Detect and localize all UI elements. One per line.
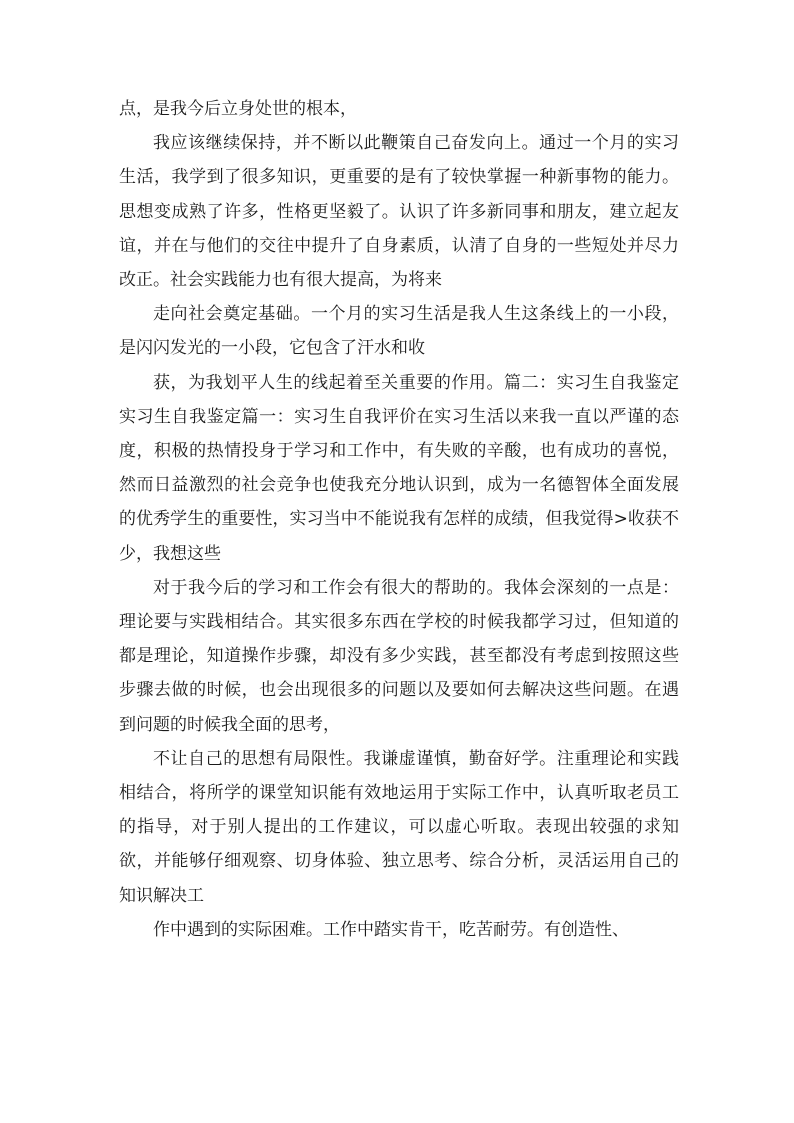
paragraph-6: 不让自己的思想有局限性。我谦虚谨慎，勤奋好学。注重理论和实践相结合，将所学的课堂知识能有效地运用于实际工作中，认真听取老员工的指导，对于别人提出的工作建议，可以虚心听取。表现出较强的求知欲，并能够仔细观察、切身体验、独立思考、综合分析，灵活运用自己的知识解决工 [119, 748, 679, 906]
paragraph-3: 走向社会奠定基础。一个月的实习生活是我人生这条线上的一小段，是闪闪发光的一小段，它包含了汗水和收 [119, 304, 679, 359]
paragraph-5: 对于我今后的学习和工作会有很大的帮助的。我体会深刻的一点是：理论要与实践相结合。其实很多东西在学校的时候我都学习过，但知道的都是理论，知道操作步骤，却没有多少实践，甚至都没有考虑到按照这些步骤去做的时候，也会出现很多的问题以及要如何去解决这些问题。在遇到问题的时候我全面的思考， [119, 577, 679, 735]
paragraph-7: 作中遇到的实际困难。工作中踏实肯干，吃苦耐劳。有创造性、 [153, 919, 629, 940]
paragraph-2: 我应该继续保持，并不断以此鞭策自己奋发向上。通过一个月的实习生活，我学到了很多知识，更重要的是有了较快掌握一种新事物的能力。思想变成熟了许多，性格更坚毅了。认识了许多新同事和朋友，建立起友谊，并在与他们的交往中提升了自身素质，认清了自身的一些短处并尽力改正。社会实践能力也有很大提高，为将来 [119, 133, 679, 291]
paragraph-1: 点，是我今后立身处世的根本， [119, 99, 357, 119]
paragraph-4: 获，为我划平人生的线起着至关重要的作用。篇二：实习生自我鉴定实习生自我鉴定篇一：实习生自我评价在实习生活以来我一直以严谨的态度，积极的热情投身于学习和工作中，有失败的辛酸，也有成功的喜悦，然而日益激烈的社会竞争也使我充分地认识到，成为一名德智体全面发展的优秀学生的重要性，实习当中不能说我有怎样的成绩，但我觉得>收获不少，我想这些 [119, 372, 679, 564]
body-text [119, 92, 679, 947]
